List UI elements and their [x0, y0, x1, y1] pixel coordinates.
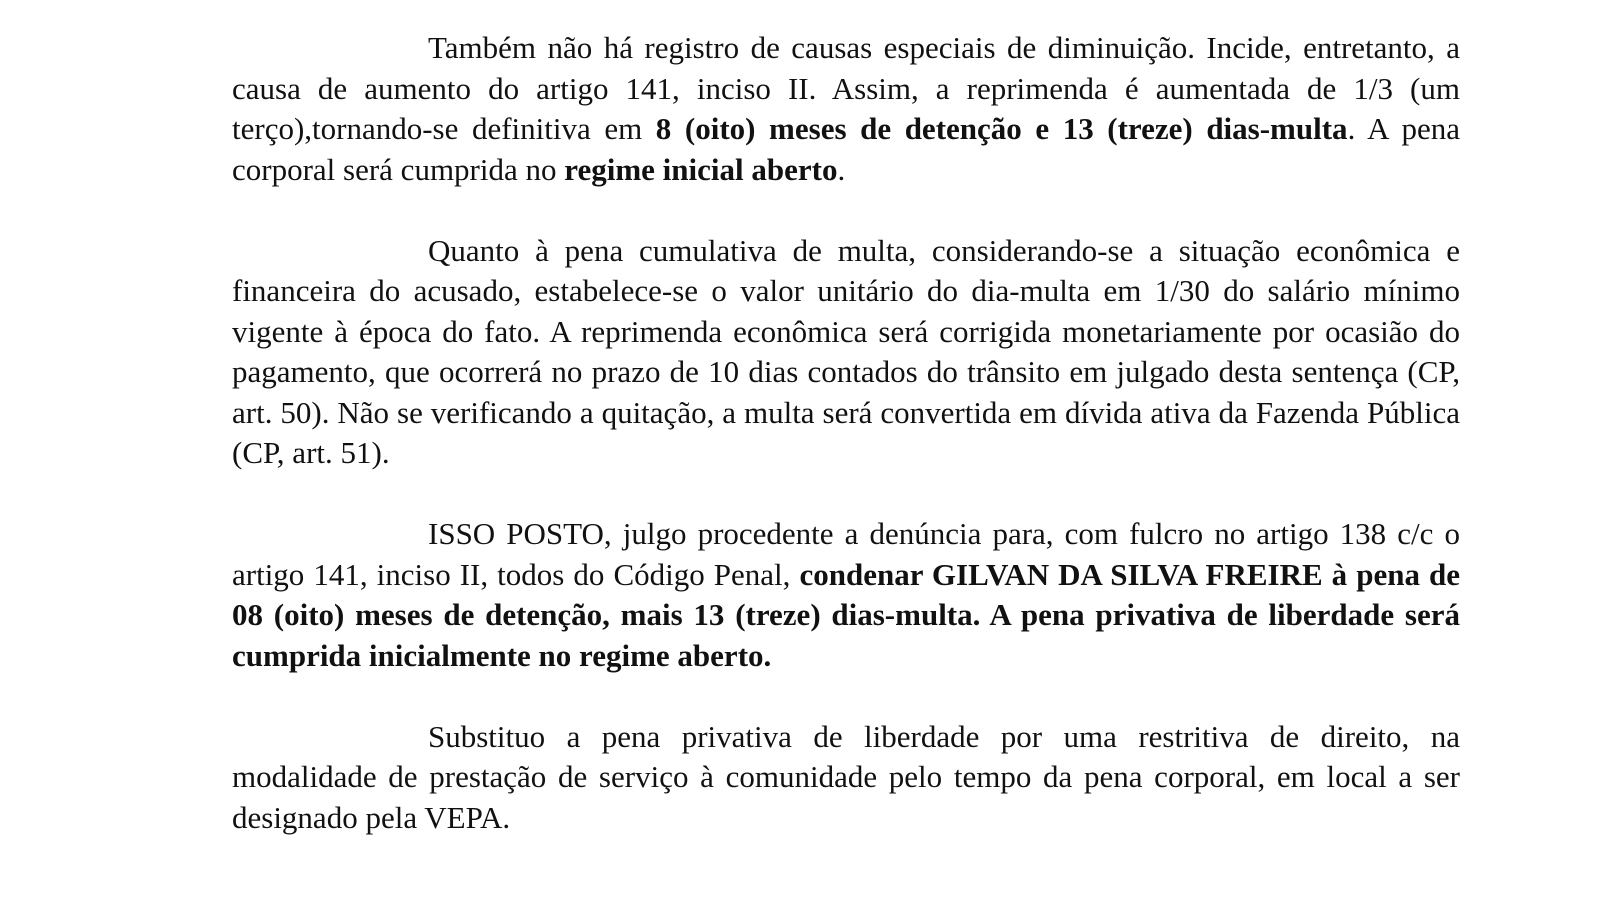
paragraph-diminuicao — [232, 28, 1460, 190]
text-run: . — [837, 151, 846, 187]
text-run: Substituo a pena privativa de liberdade por uma restritiva de direito, na modalidade de prestação de serviço à comunidade pelo tempo da pena corporal, em local a ser designado pela VEPA. — [232, 718, 1460, 835]
bold-text-run: regime inicial aberto — [564, 151, 838, 187]
text-run: Quanto à pena cumulativa de multa, considerando-se a situação econômica e financeira do acusado, estabelece-se o valor unitário do dia-multa em 1/30 do salário mínimo vigente à época do fato. A reprimenda econômica será corrigida monetariamente por ocasião do pagamento, que ocorrerá no prazo de 10 dias contados do trânsito em julgado desta sentença (CP, art. 50). Não se verificando a quitação, a multa será convertida em dívida ativa da Fazenda Pública (CP, art. 51). — [232, 232, 1460, 470]
text-run: . A pena corporal será cumprida no — [232, 111, 1460, 187]
paragraph-multa — [232, 231, 1460, 474]
text-run: ISSO POSTO, julgo procedente a denúncia para, com fulcro no artigo 138 c/c o artigo 141, inciso II, todos do Código Penal, — [232, 516, 1460, 592]
bold-text-run: 8 (oito) meses de detenção e 13 (treze) dias-multa — [655, 111, 1348, 146]
text-run: Também não há registro de causas especiais de diminuição. Incide, entretanto, a causa de aumento do artigo 141, inciso II. Assim, a reprimenda é aumentada de 1/3 (um terço),tornando-se definitiva em — [232, 30, 1460, 146]
bold-text-run: condenar GILVAN DA SILVA FREIRE à pena de 08 (oito) meses de detenção, mais 13 (treze) dias-multa. A pena privativa de liberdade será cumprida inicialmente no regime aberto. — [232, 556, 1461, 673]
document-page — [232, 28, 1460, 838]
paragraph-dispositivo — [232, 514, 1460, 676]
paragraph-substituicao — [232, 717, 1460, 839]
